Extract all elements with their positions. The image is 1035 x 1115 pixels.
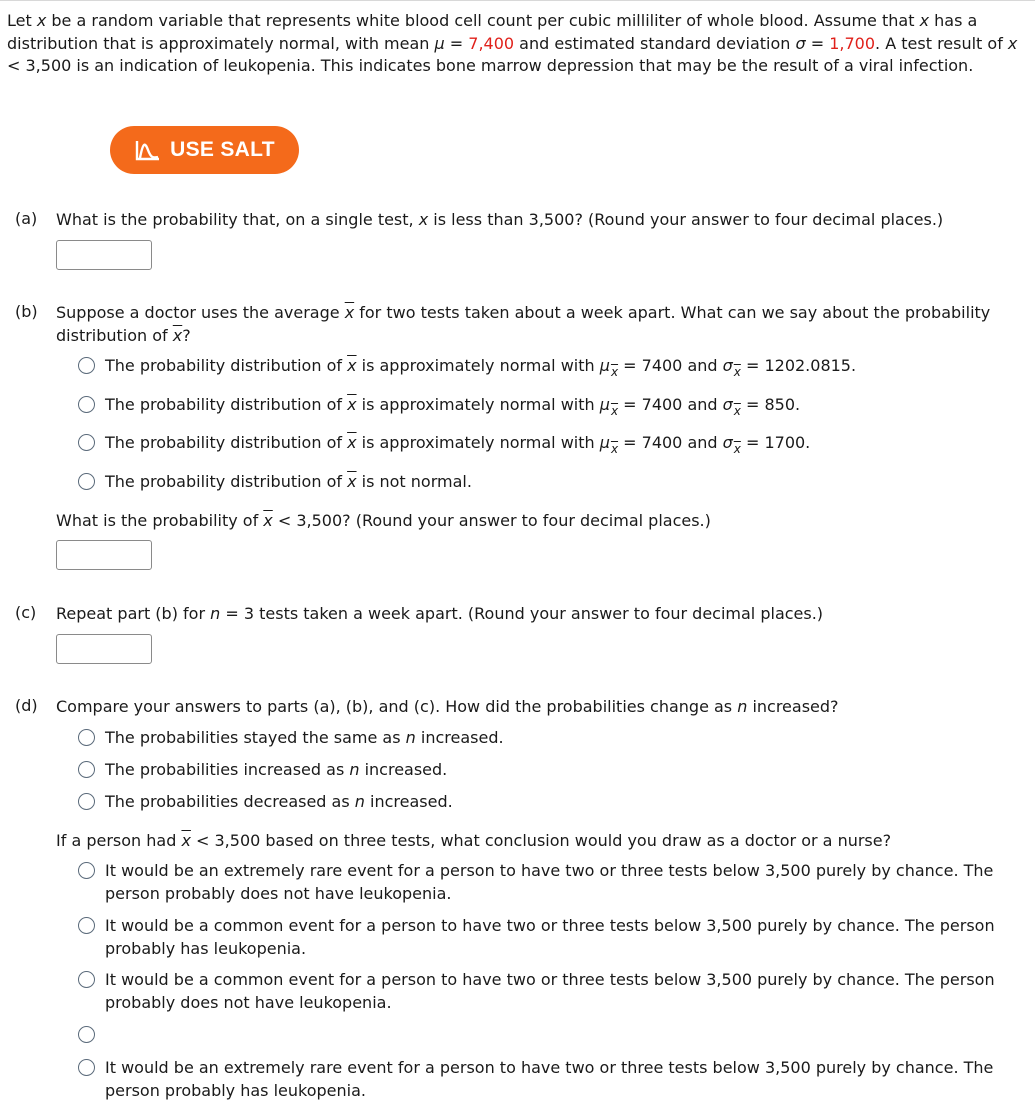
conclusion-option-4[interactable] [78,1024,1018,1043]
part-c-answer-input[interactable] [56,634,152,664]
part-b-option-2[interactable]: The probability distribution of $\overline{x}$ is approximately normal with $\mu_{\overline{x}} = 7400$ and $\sigma_{\overline{x}} = 850$. [78,394,800,418]
part-a-label: (a) [15,209,38,228]
conclusion-option-5[interactable]: It would be an extremely rare event for a person to have two or three tests below 3,500 purely by chance. The person probably has leukopenia. [78,1057,1018,1102]
part-d-option-1[interactable]: The probabilities stayed the same as n increased. [78,727,504,750]
part-c-label: (c) [15,603,37,622]
part-b-subquestion: What is the probability of $\overline{x} < 3,500$? (Round your answer to four decimal places.) [56,511,711,530]
conclusion-option-1[interactable]: It would be an extremely rare event for a person to have two or three tests below 3,500 purely by chance. The person probably does not have leukopenia. [78,860,1018,905]
radio-button[interactable] [78,729,95,746]
part-d-conclusion-question: If a person had $\overline{x} < 3,500$ based on three tests, what conclusion would you draw as a doctor or a nurse? [56,831,892,850]
mean-value: 7,400 [468,33,515,53]
radio-button[interactable] [78,761,95,778]
salt-label: USE SALT [170,138,275,161]
part-b-label: (b) [15,302,38,321]
radio-button[interactable] [78,862,95,879]
part-c-question: Repeat part (b) for n = 3 tests taken a week apart. (Round your answer to four decimal places.) [56,604,824,623]
part-b-option-1[interactable]: The probability distribution of $\overline{x}$ is approximately normal with $\mu_{\overline{x}} = 7400$ and $\sigma_{\overline{x}} = 1202.0815$. [78,355,856,379]
conclusion-option-3[interactable]: It would be a common event for a person to have two or three tests below 3,500 purely by chance. The person probably does not have leukopenia. [78,969,1018,1014]
radio-button[interactable] [78,357,95,374]
radio-button[interactable] [78,473,95,490]
top-divider [0,0,1035,1]
part-a-question: What is the probability that, on a single test, x is less than 3,500? (Round your answer to four decimal places.) [56,210,944,229]
part-d-option-3[interactable]: The probabilities decreased as n increased. [78,791,453,814]
radio-button[interactable] [78,1026,95,1043]
radio-button[interactable] [78,1059,95,1076]
part-a-answer-input[interactable] [56,240,152,270]
use-salt-button[interactable] [110,126,299,174]
part-b-question: Suppose a doctor uses the average $\overline{x}$ for two tests taken about a week apart. What can we say about the probability distribution of $\overline{x}$? [56,303,991,345]
salt-icon [134,138,162,162]
radio-button[interactable] [78,971,95,988]
part-d-question: Compare your answers to parts (a), (b), and (c). How did the probabilities change as n increased? [56,697,839,716]
part-b-answer-input[interactable] [56,540,152,570]
radio-button[interactable] [78,434,95,451]
part-d-option-2[interactable]: The probabilities increased as n increased. [78,759,447,782]
radio-button[interactable] [78,793,95,810]
part-b-option-3[interactable]: The probability distribution of $\overline{x}$ is approximately normal with $\mu_{\overline{x}} = 7400$ and $\sigma_{\overline{x}} = 1700$. [78,432,810,456]
radio-button[interactable] [78,396,95,413]
conclusion-option-2[interactable]: It would be a common event for a person to have two or three tests below 3,500 purely by chance. The person probably has leukopenia. [78,915,1018,960]
part-b-option-4[interactable]: The probability distribution of $\overline{x}$ is not normal. [78,471,472,494]
radio-button[interactable] [78,917,95,934]
sd-value: 1,700 [829,33,876,53]
problem-intro: Let x be a random variable that represents white blood cell count per cubic milliliter of whole blood. Assume that x has a distribution that is approximately normal, with mean μ = 7,400 and estimated standard deviation σ = 1,700. A test result of x < 3,500 is an indication of leukopenia. This indicates bone marrow depression that may be the result of a viral infection. [7,11,1018,75]
part-d-label: (d) [15,696,38,715]
